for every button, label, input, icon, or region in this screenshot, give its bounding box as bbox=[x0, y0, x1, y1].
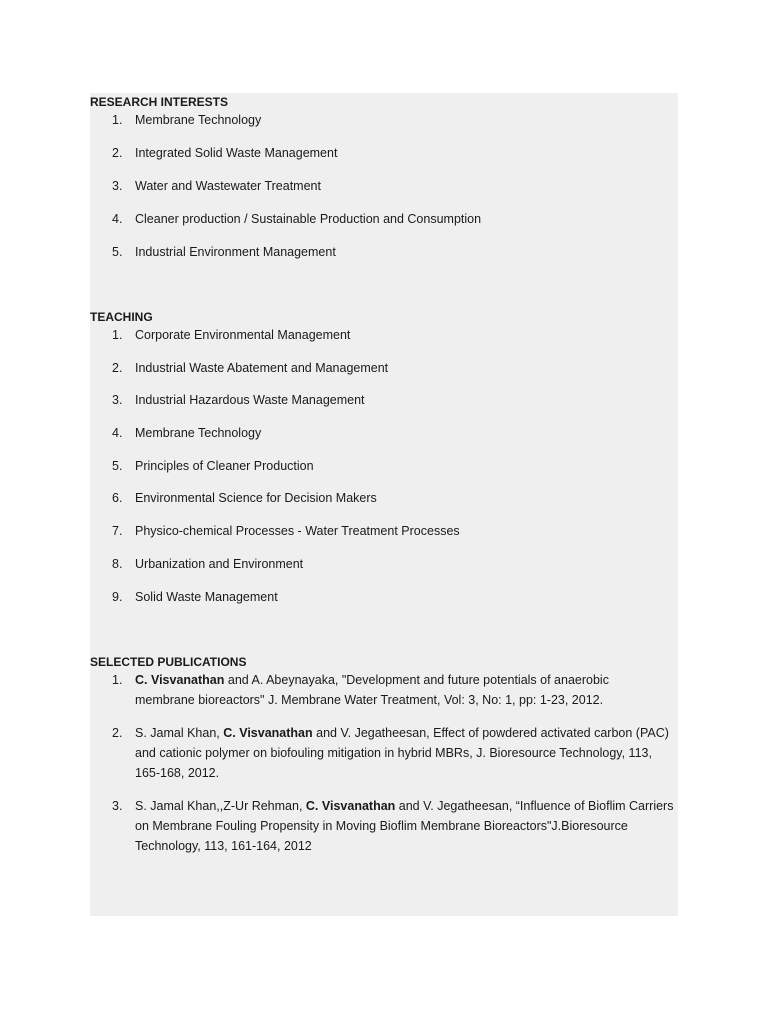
list-item-text: Membrane Technology bbox=[135, 113, 262, 127]
publication-coauthors: S. Jamal Khan,,Z-Ur Rehman, bbox=[135, 798, 306, 813]
publication-item bbox=[90, 670, 650, 710]
list-item bbox=[90, 521, 650, 541]
publication-title: and V. Jegatheesan, “Influence of Bioflim Carriers bbox=[395, 798, 674, 813]
list-number: 4. bbox=[112, 212, 123, 226]
publication-author: C. Visvanathan bbox=[223, 725, 313, 740]
list-number: 2. bbox=[112, 360, 123, 375]
teaching-heading: TEACHING bbox=[90, 310, 153, 324]
publication-coauthors: S. Jamal Khan, bbox=[135, 725, 224, 740]
list-number: 7. bbox=[112, 524, 123, 539]
list-number: 1. bbox=[112, 113, 123, 127]
list-number: 5. bbox=[112, 245, 123, 259]
list-item bbox=[90, 488, 650, 508]
publications-heading: SELECTED PUBLICATIONS bbox=[90, 654, 247, 669]
research-interests-list bbox=[90, 110, 650, 262]
list-item bbox=[90, 587, 650, 607]
list-item bbox=[90, 242, 650, 262]
list-item-text: Principles of Cleaner Production bbox=[135, 458, 314, 473]
publication-line-3: Technology, 113, 161-164, 2012 bbox=[135, 838, 312, 853]
list-item-text: Physico-chemical Processes - Water Treatment Processes bbox=[135, 524, 460, 539]
document-content bbox=[90, 93, 674, 856]
publications-list bbox=[90, 670, 674, 856]
publication-line-1 bbox=[135, 723, 669, 743]
list-number: 9. bbox=[112, 589, 123, 604]
list-number: 1. bbox=[112, 672, 123, 687]
list-item bbox=[90, 554, 650, 574]
list-number: 2. bbox=[112, 725, 123, 740]
list-item bbox=[90, 209, 650, 229]
list-item bbox=[90, 110, 650, 130]
publication-line-1 bbox=[135, 670, 650, 690]
publication-line-2: membrane bioreactors" J. Membrane Water Treatment, Vol: 3, No: 1, pp: 1-23, 2012. bbox=[135, 692, 604, 707]
list-item bbox=[90, 456, 650, 476]
list-item-text: Solid Waste Management bbox=[135, 589, 278, 604]
publication-line-2: on Membrane Fouling Propensity in Moving Bioflim Membrane Bioreactors"J.Bioresource bbox=[135, 818, 628, 833]
publication-line-3: 165-168, 2012. bbox=[135, 765, 220, 780]
publication-title: and V. Jegatheesan, Effect of powdered activated carbon (PAC) bbox=[312, 725, 669, 740]
list-item-text: Industrial Hazardous Waste Management bbox=[135, 393, 365, 408]
list-item bbox=[90, 143, 650, 163]
list-item bbox=[90, 423, 650, 443]
list-item bbox=[90, 390, 650, 410]
list-number: 8. bbox=[112, 556, 123, 571]
list-item-text: Water and Wastewater Treatment bbox=[135, 179, 321, 193]
list-item-text: Membrane Technology bbox=[135, 426, 262, 441]
publication-title: and A. Abeynayaka, "Development and future potentials of anaerobic bbox=[224, 672, 609, 687]
list-item bbox=[90, 325, 650, 345]
list-item-text: Industrial Waste Abatement and Management bbox=[135, 360, 389, 375]
publication-author: C. Visvanathan bbox=[135, 672, 225, 687]
publication-line-1 bbox=[135, 796, 674, 816]
list-item-text: Urbanization and Environment bbox=[135, 556, 304, 571]
teaching-list bbox=[90, 325, 650, 607]
list-number: 4. bbox=[112, 426, 123, 441]
list-number: 6. bbox=[112, 491, 123, 506]
list-number: 3. bbox=[112, 179, 123, 193]
list-item bbox=[90, 358, 650, 378]
list-number: 1. bbox=[112, 328, 123, 342]
list-item-text: Cleaner production / Sustainable Production and Consumption bbox=[135, 212, 482, 226]
list-item-text: Integrated Solid Waste Management bbox=[135, 146, 338, 160]
list-number: 3. bbox=[112, 393, 123, 408]
list-item-text: Industrial Environment Management bbox=[135, 245, 336, 259]
list-item-text: Corporate Environmental Management bbox=[135, 328, 351, 342]
publication-item bbox=[90, 796, 674, 856]
list-number: 2. bbox=[112, 146, 123, 160]
list-number: 3. bbox=[112, 798, 123, 813]
publication-item bbox=[90, 723, 669, 783]
list-item bbox=[90, 176, 650, 196]
research-interests-heading: RESEARCH INTERESTS bbox=[90, 95, 229, 109]
list-item-text: Environmental Science for Decision Makers bbox=[135, 491, 377, 506]
publication-line-2: and cationic polymer on biofouling mitigation in hybrid MBRs, J. Bioresource Technology, 113, bbox=[135, 745, 652, 760]
list-number: 5. bbox=[112, 458, 123, 473]
publication-author: C. Visvanathan bbox=[305, 798, 396, 813]
